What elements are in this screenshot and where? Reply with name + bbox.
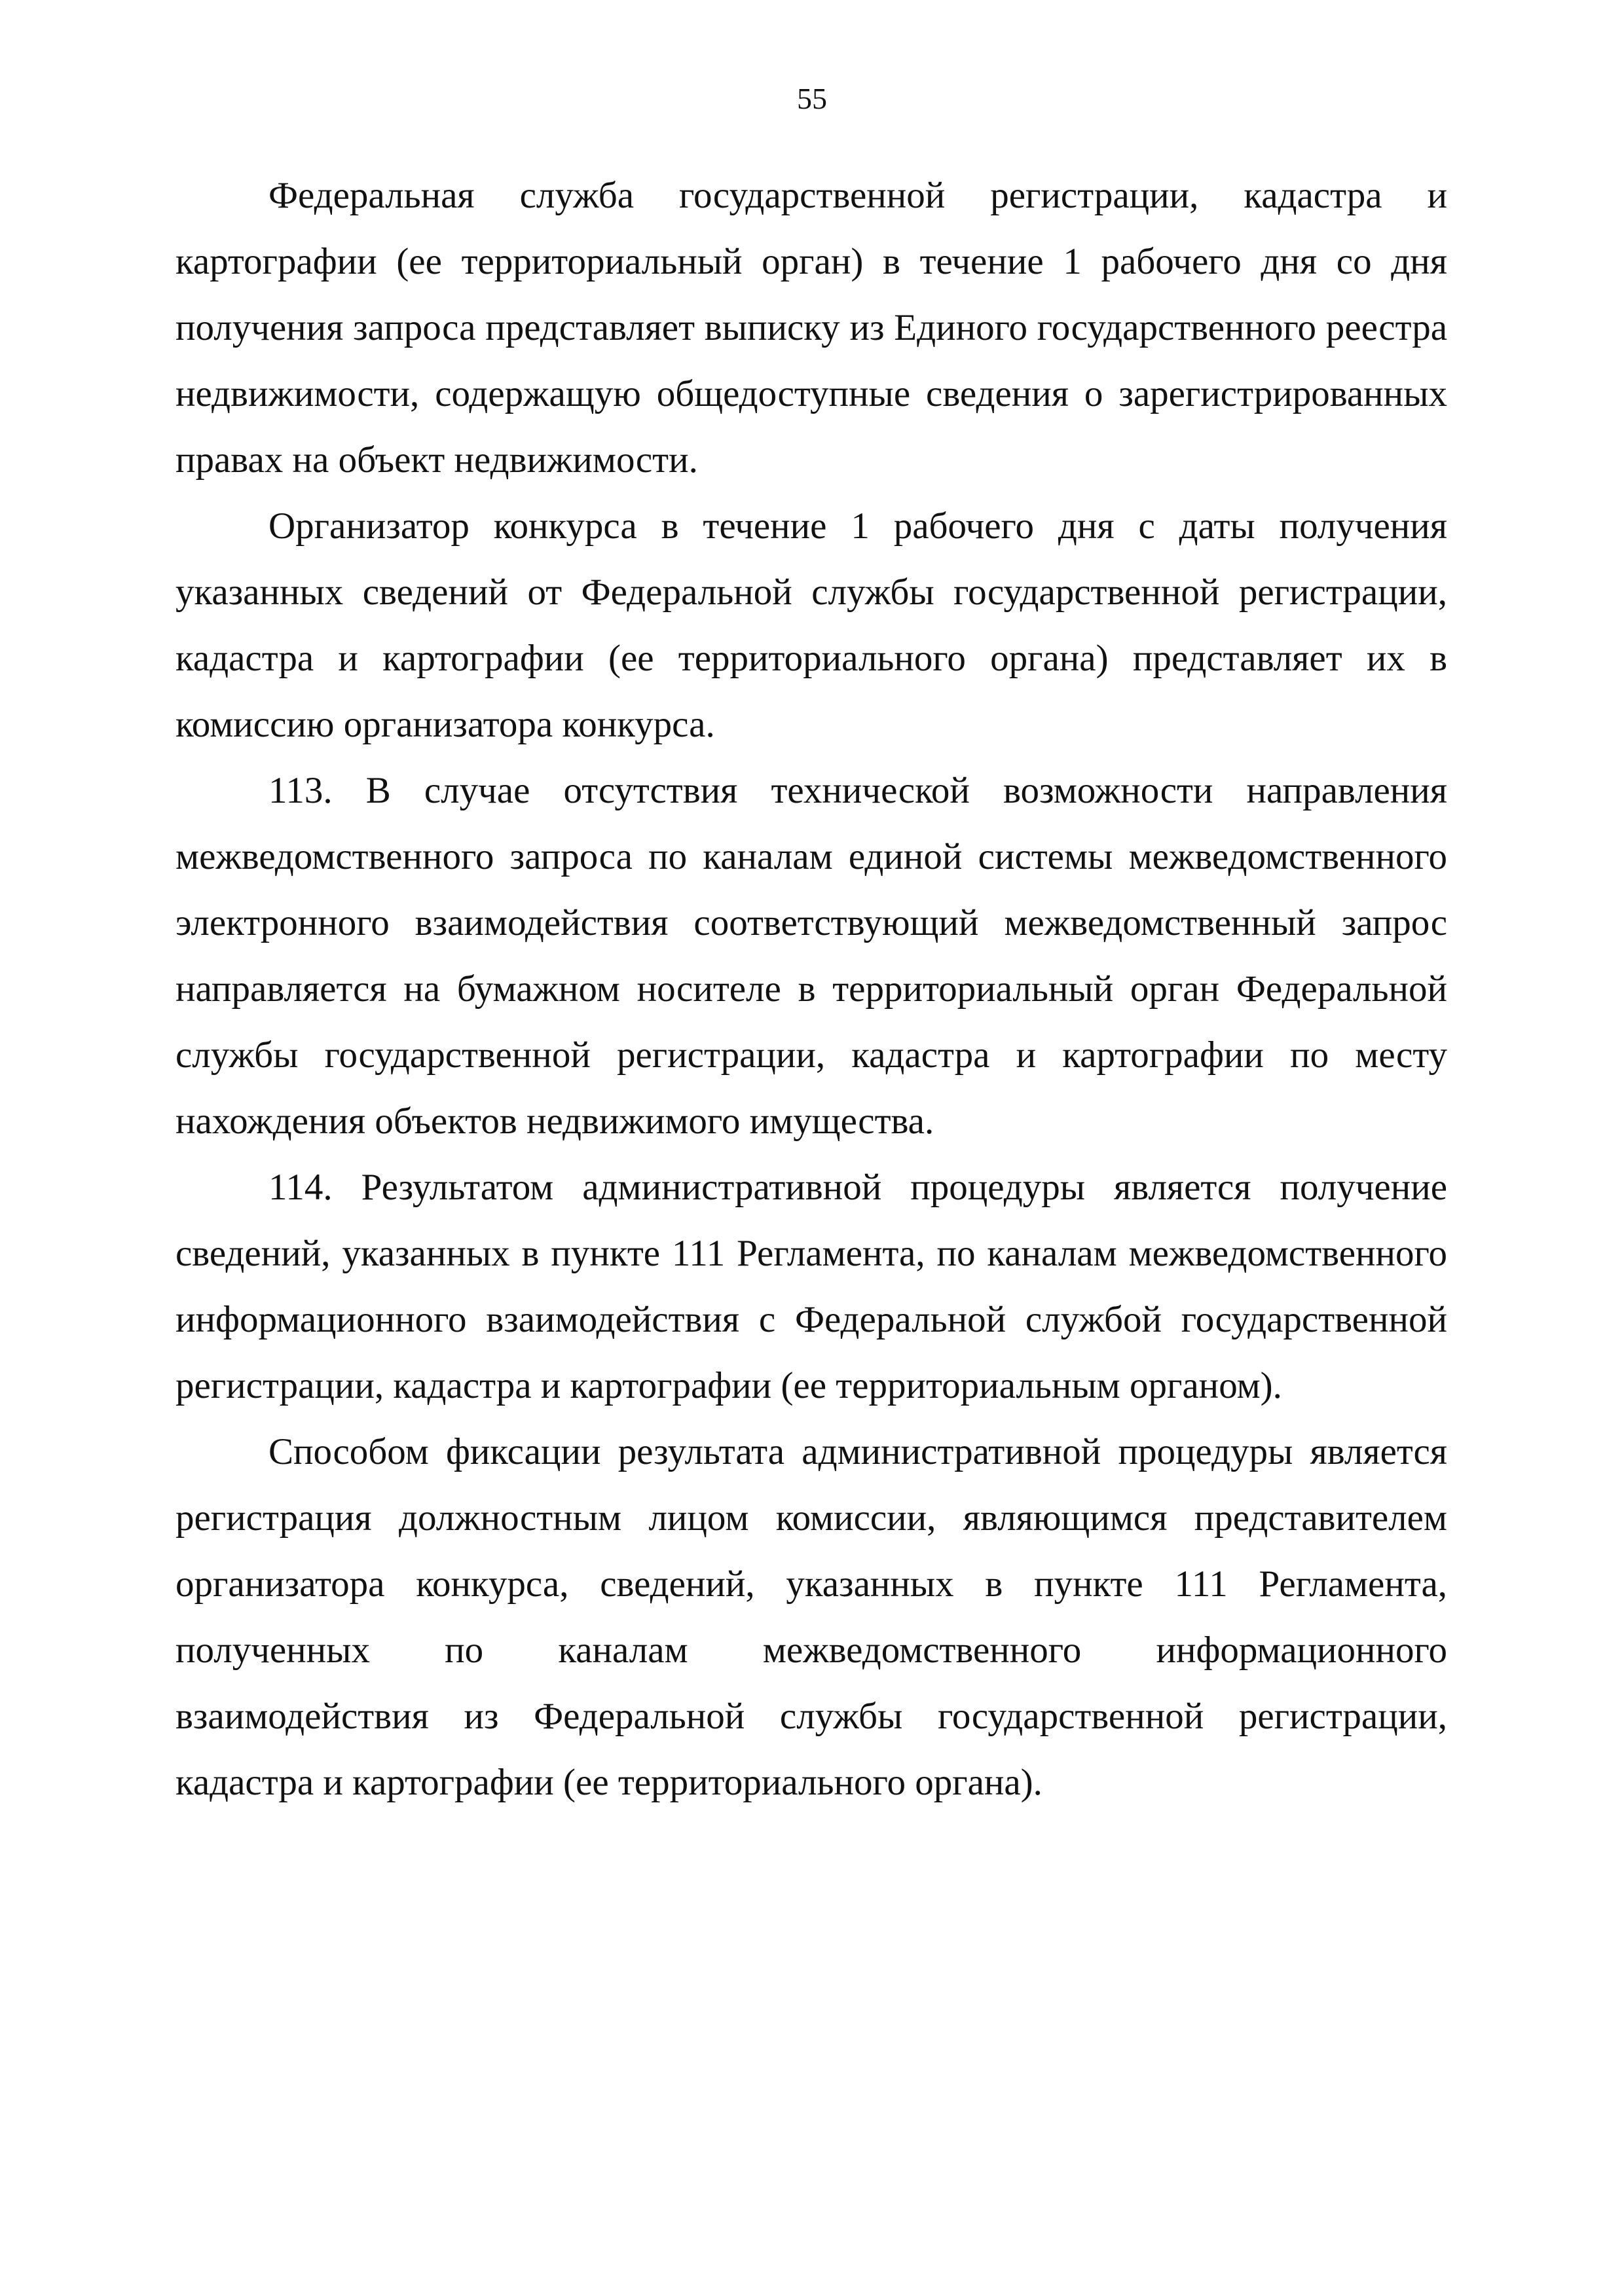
paragraph-114: 114. Результатом административной процедуры является получение сведений, указанных в пункте 111 Регламента, по каналам межведомственного информационного взаимодействия с Федеральной службой государственной регистрации, кадастра и картографии (ее территориальным органом).	[175, 1167, 1447, 1406]
paragraph-rosreestr-extract: Федеральная служба государственной регистрации, кадастра и картографии (ее территориальный орган) в течение 1 рабочего дня со дня получения запроса представляет выписку из Единого государственного реестра недвижимости, содержащую общедоступные сведения о зарегистрированных правах на объект недвижимости.	[175, 175, 1447, 481]
paragraph-113: 113. В случае отсутствия технической возможности направления межведомственного запроса по каналам единой системы межведомственного электронного взаимодействия соответствующий межведомственный запрос направляется на бумажном носителе в территориальный орган Федеральной службы государственной регистрации, кадастра и картографии по месту нахождения объектов недвижимого имущества.	[175, 770, 1447, 1142]
document-body	[175, 162, 1447, 1815]
paragraph-organizer-submission: Организатор конкурса в течение 1 рабочего дня с даты получения указанных сведений от Федеральной службы государственной регистрации, кадастра и картографии (ее территориального органа) представляет их в комиссию организатора конкурса.	[175, 505, 1447, 745]
page-number: 55	[797, 82, 827, 115]
paragraph-result-fixation: Способом фиксации результата административной процедуры является регистрация должностным лицом комиссии, являющимся представителем организатора конкурса, сведений, указанных в пункте 111 Регламента, полученных по каналам межведомственного информационного взаимодействия из Федеральной службы государственной регистрации, кадастра и картографии (ее территориального органа).	[175, 1431, 1447, 1803]
